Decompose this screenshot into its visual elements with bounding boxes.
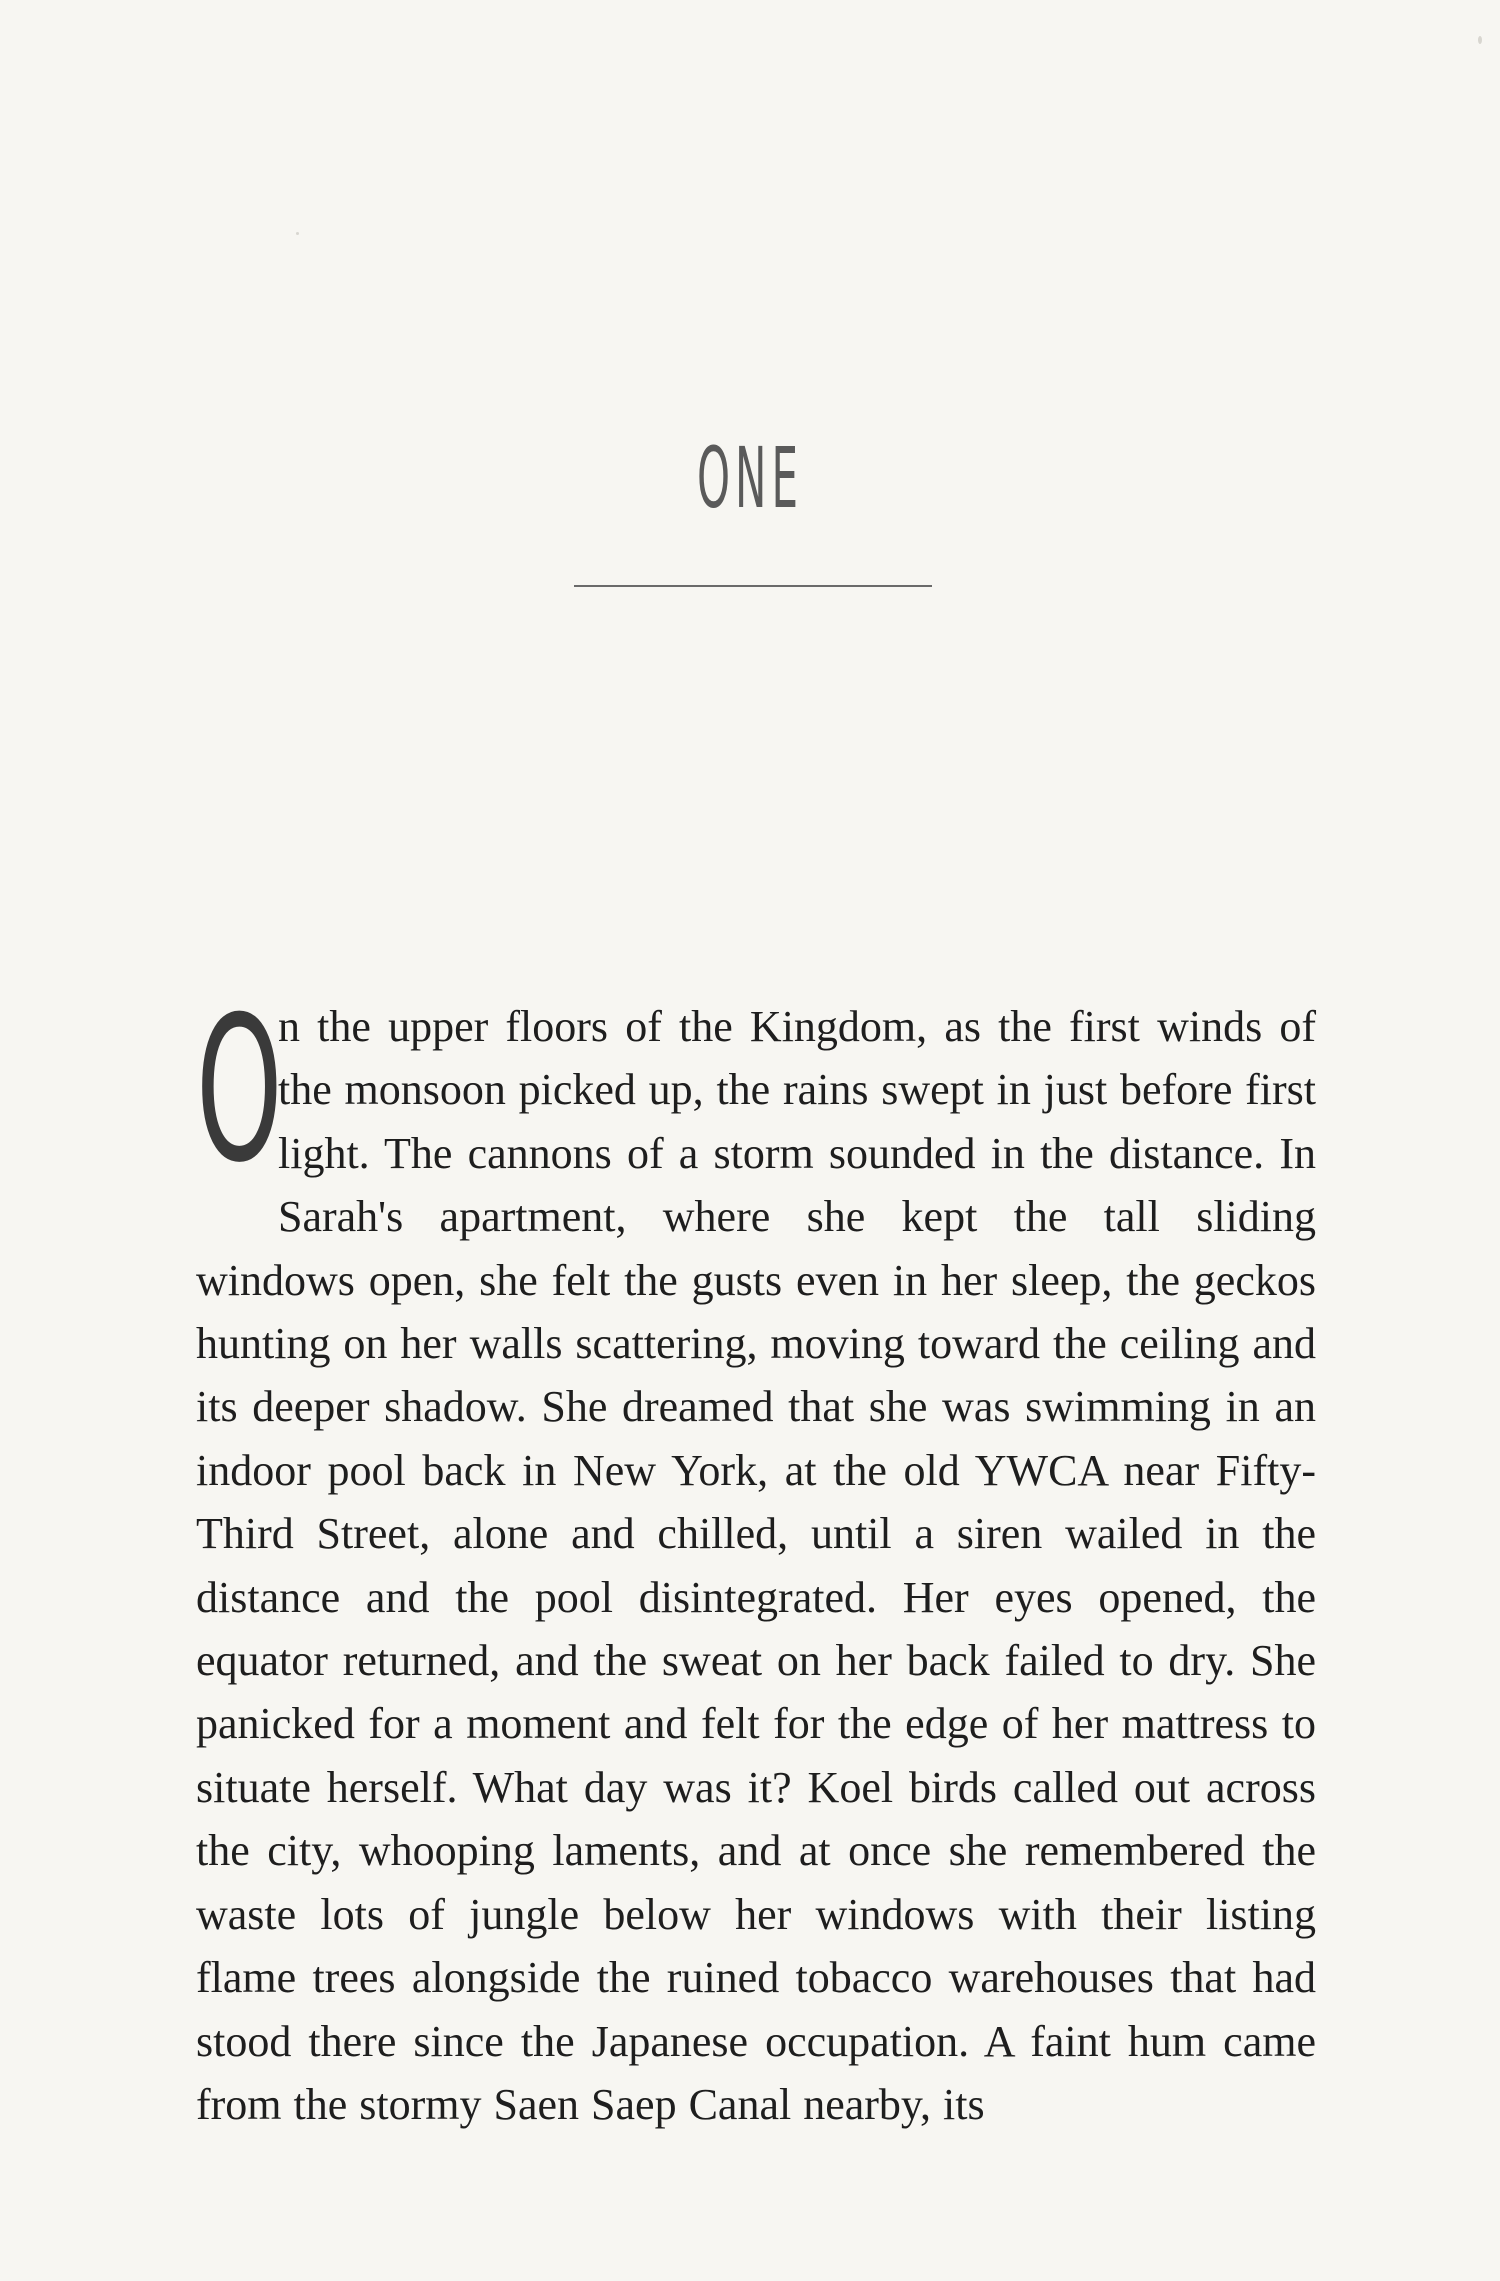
chapter-body-paragraph bbox=[196, 974, 1316, 2136]
chapter-title: ONE bbox=[696, 429, 804, 527]
paragraph-text: n the upper floors of the Kingdom, as the first winds of the monsoon picked up, the rains swept in just before first light. The cannons of a storm sounded in the distance. In Sarah's apartment, where she kept the tall sliding windows open, she felt the gusts even in her sleep, the geckos hunting on her walls scattering, moving toward the ceiling and its deeper shadow. She dreamed that she was swimming in an indoor pool back in New York, at the old YWCA near Fifty-Third Street, alone and chilled, until a siren wailed in the distance and the pool disintegrated. Her eyes opened, the equator returned, and the sweat on her back failed to dry. She panicked for a moment and felt for the edge of her mattress to situate herself. What day was it? Koel birds called out across the city, whooping laments, and at once she remembered the waste lots of jungle below her windows with their listing flame trees alongside the ruined tobacco warehouses that had stood there since the Japanese occupation. A faint hum came from the stormy Saen Saep Canal nearby, its bbox=[196, 1002, 1316, 2129]
page-speck bbox=[1478, 36, 1482, 44]
drop-cap-container bbox=[196, 974, 283, 1207]
chapter-divider bbox=[574, 585, 932, 587]
drop-cap-letter: O bbox=[196, 974, 283, 1207]
page-speck bbox=[296, 232, 299, 235]
